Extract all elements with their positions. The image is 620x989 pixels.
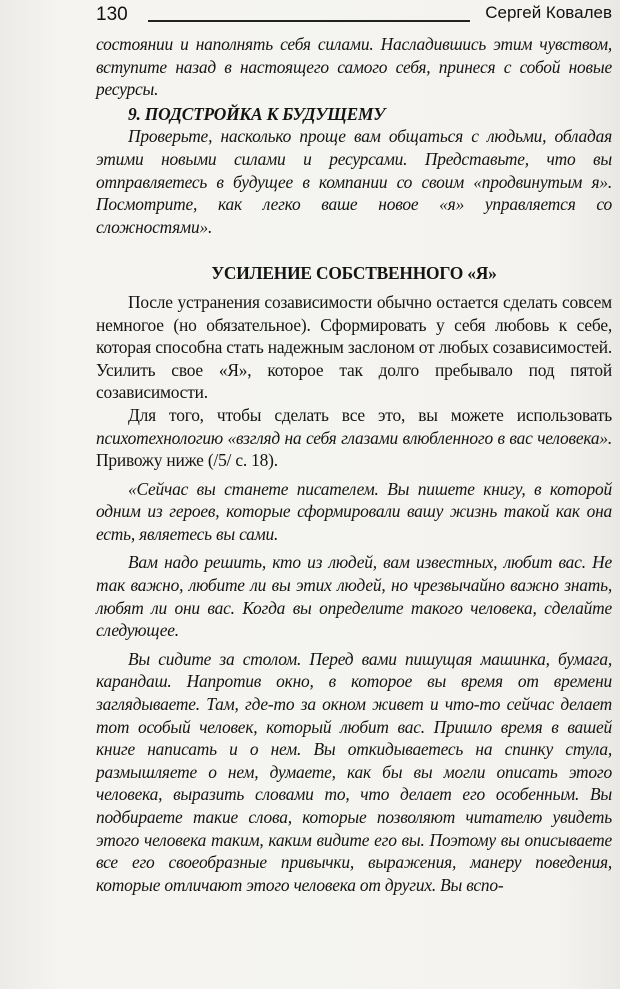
page-body: [96, 33, 612, 896]
section-title: УСИЛЕНИЕ СОБСТВЕННОГО «Я»: [211, 263, 497, 284]
psychotechnology-intro: Для того, чтобы сделать все это, вы можете использовать: [128, 404, 612, 425]
page-number: 130: [96, 4, 128, 25]
paragraph-codependency: После устранения созависимости обычно остается сделать совсем немногое (но обязательное). Сформировать у себя любовь к себе, которая способна стать надежным заслоном от любых созависимостей. Усилить свое «Я», которое так долго пребывало под пятой созависимости.: [96, 291, 613, 403]
running-head: [96, 4, 612, 28]
psychotechnology-name: психотехнологию «взгляд на себя глазами влюбленного в вас человека».: [96, 427, 612, 448]
paragraph-who-loves-you: Вам надо решить, кто из людей, вам известных, любит вас. Не так важно, любите ли вы этих людей, но чрезвычайно важно знать, любят ли они вас. Когда вы определите такого человека, сделайте следующее.: [96, 552, 612, 641]
paragraph-psychotechnology: [96, 404, 612, 472]
paragraph-desk-scene: Вы сидите за столом. Перед вами пишущая машинка, бумага, карандаш. Напротив окно, в которое вы время от времени заглядываете. Там, где-то за окном живет и что-то сейчас делает тот особый человек, который любит вас. Пришло время в вашей книге написать и о нем. Вы откидываетесь на спинку стула, размышляете о нем, думаете, как бы вы могли описать этого человека, выразить словами то, что делает его особенным. Вы подбираете такие слова, которые позволяют читателю увидеть этого человека таким, каким видите его вы. Поэтому вы описываете все его своеобразные привычки, выражения, манеру поведения, которые отличают этого человека от других. Вы вспо-: [96, 648, 612, 895]
author-name: Сергей Ковалев: [485, 3, 612, 22]
exercise-heading: 9. ПОДСТРОЙКА К БУДУЩЕМУ: [128, 103, 386, 124]
paragraph-continuation: состоянии и наполнять себя силами. Насладившись этим чувством, вступите назад в настоящего самого себя, принеся с собой новые ресурсы.: [96, 34, 612, 100]
header-rule: [148, 20, 470, 22]
paragraph-future-pacing: Проверьте, насколько проще вам общаться с людьми, обладая этими новыми силами и ресурсами. Представьте, что вы отправляетесь в будущее в компании со своим «продвинутым я». Посмотрите, как легко ваше новое «я» управляется со сложностями».: [96, 126, 612, 237]
paragraph-writer: «Сейчас вы станете писателем. Вы пишете книгу, в которой одним из героев, которые сформировали вашу жизнь такой как она есть, являетесь вы сами.: [96, 478, 612, 544]
psychotechnology-reference: Привожу ниже (/5/ с. 18).: [96, 450, 278, 471]
